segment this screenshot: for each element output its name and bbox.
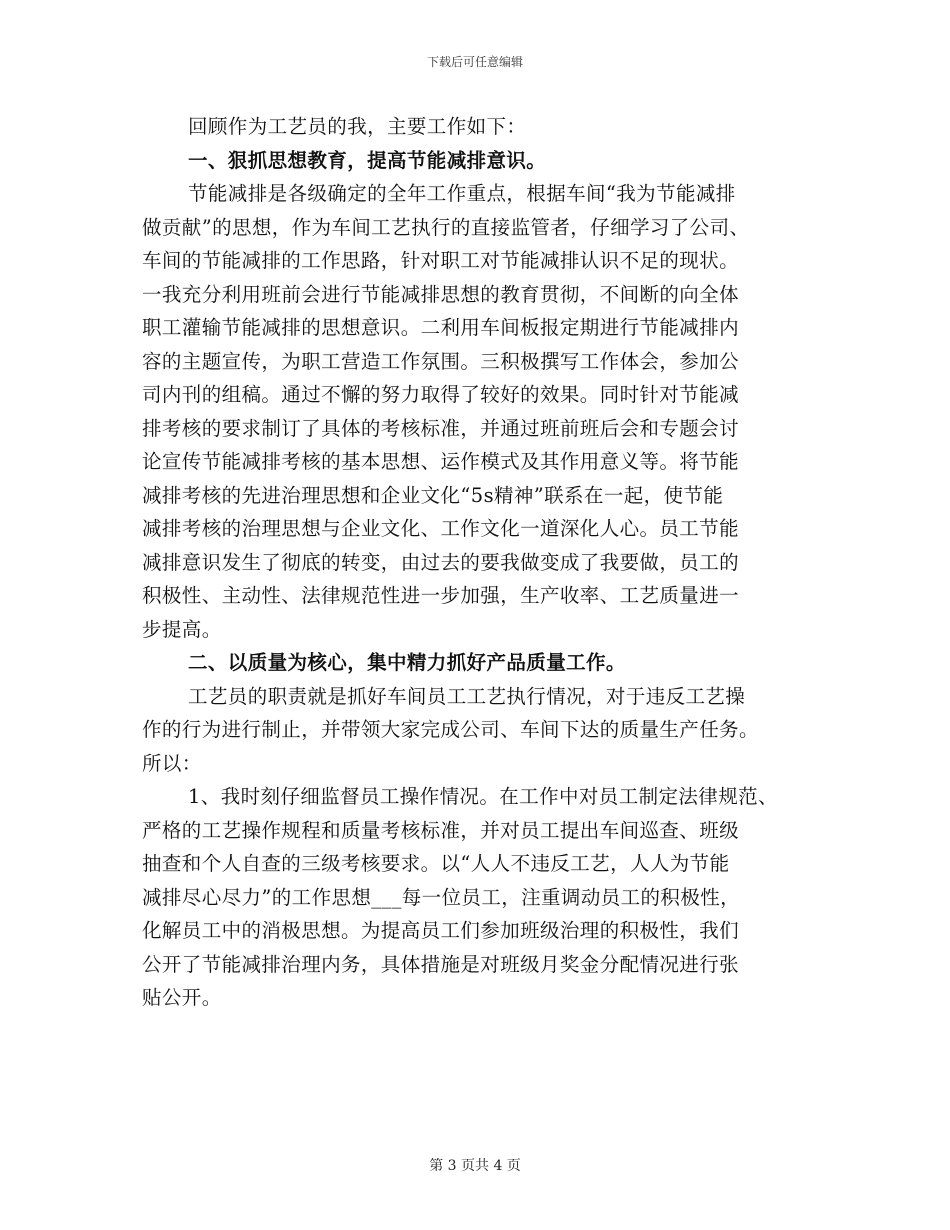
paragraph-line: 排考核的要求制订了具体的考核标准，并通过班前班后会和专题会讨 bbox=[142, 416, 740, 440]
paragraph-line: 1、我时刻仔细监督员工操作情况。在工作中对员工制定法律规范、 bbox=[188, 785, 778, 808]
section-heading: 一、狠抓思想教育，提高节能减排意识。 bbox=[188, 148, 547, 172]
paragraph-line: 职工灌输节能减排的思想意识。二利用车间板报定期进行节能减排内 bbox=[142, 316, 740, 339]
page-number: 第 3 页共 4 页 bbox=[429, 1158, 521, 1174]
paragraph-line: 积极性、主动性、法律规范性进一步加强，生产收率、工艺质量进一 bbox=[142, 584, 740, 607]
paragraph-line: 贴公开。 bbox=[142, 986, 222, 1009]
paragraph-line: 严格的工艺操作规程和质量考核标准，并对员工提出车间巡查、班级 bbox=[142, 818, 740, 842]
paragraph-line: 车间的节能减排的工作思路，针对职工对节能减排认识不足的现状。 bbox=[142, 249, 740, 272]
paragraph-line: 抽查和个人自查的三级考核要求。以“人人不违反工艺，人人为节能 bbox=[142, 852, 730, 875]
paragraph-line: 容的主题宣传，为职工营造工作氛围。三积极撰写工作体会，参加公 bbox=[142, 349, 740, 373]
section-heading: 二、以质量为核心，集中精力抓好产品质量工作。 bbox=[188, 651, 626, 674]
paragraph-line: 减排考核的治理思想与企业文化、工作文化一道深化人心。员工节能 bbox=[142, 517, 740, 540]
paragraph-line: 一我充分利用班前会进行节能减排思想的教育贯彻，不间断的向全体 bbox=[142, 282, 740, 306]
paragraph-line: 做贡献”的思想，作为车间工艺执行的直接监管者，仔细学习了公司、 bbox=[142, 215, 750, 239]
document-body bbox=[142, 110, 842, 1015]
paragraph-line: 工艺员的职责就是抓好车间员工工艺执行情况，对于违反工艺操 bbox=[188, 684, 746, 708]
header-note: 下载后可任意编辑 bbox=[426, 55, 523, 69]
paragraph-line: 回顾作为工艺员的我，主要工作如下： bbox=[188, 115, 527, 138]
paragraph-line: 减排意识发生了彻底的转变，由过去的要我做变成了我要做，员工的 bbox=[142, 550, 740, 574]
paragraph-line: 步提高。 bbox=[142, 617, 222, 641]
paragraph-line: 减排考核的先进治理思想和企业文化“5s精神”联系在一起，使节能 bbox=[142, 483, 724, 507]
paragraph-line: 司内刊的组稿。通过不懈的努力取得了较好的效果。同时针对节能减 bbox=[142, 383, 740, 406]
paragraph-line: 作的行为进行制止，并带领大家完成公司、车间下达的质量生产任务。 bbox=[142, 718, 759, 741]
paragraph-line: 所以： bbox=[142, 751, 202, 775]
paragraph-line: 节能减排是各级确定的全年工作重点，根据车间“我为节能减排 bbox=[188, 182, 736, 205]
paragraph-line: 减排尽心尽力”的工作思想___每一位员工，注重调动员工的积极性， bbox=[142, 885, 741, 909]
paragraph-line: 公开了节能减排治理内务，具体措施是对班级月奖金分配情况进行张 bbox=[142, 952, 740, 976]
paragraph-line: 论宣传节能减排考核的基本思想、运作模式及其作用意义等。将节能 bbox=[142, 450, 740, 473]
paragraph-line: 化解员工中的消极思想。为提高员工们参加班级治理的积极性，我们 bbox=[142, 919, 740, 942]
